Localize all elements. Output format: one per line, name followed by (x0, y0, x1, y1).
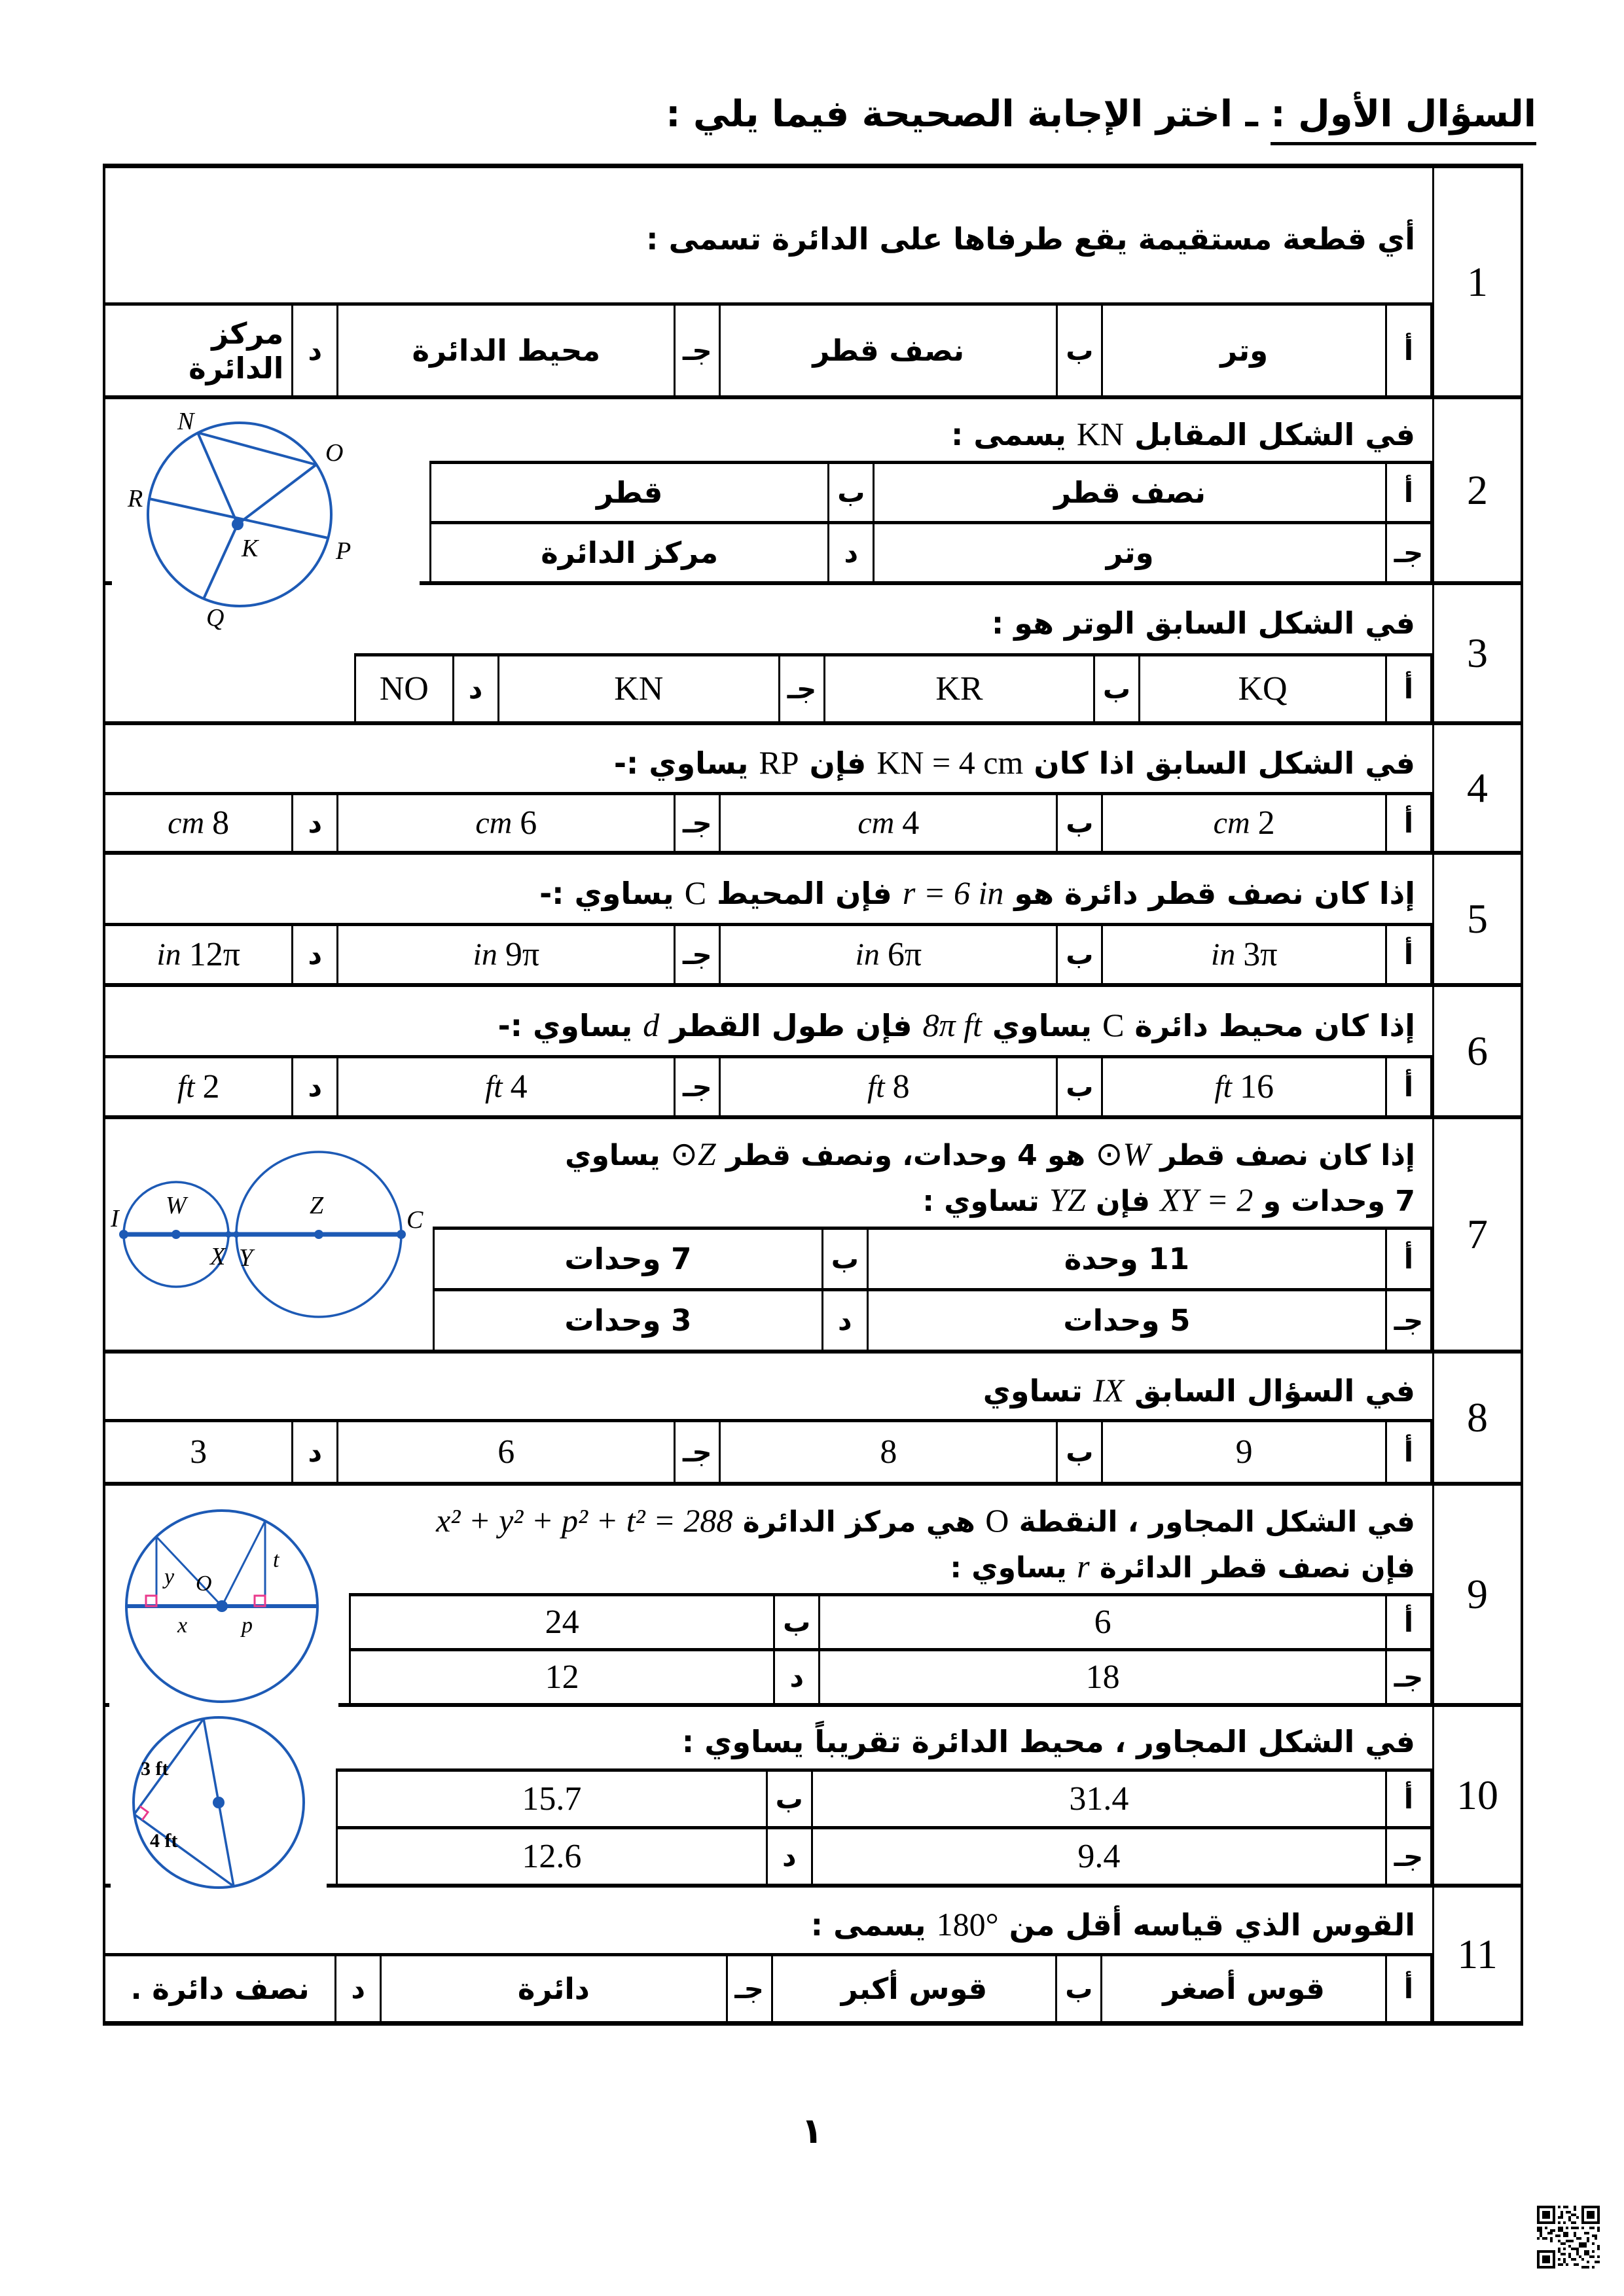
center-dot (213, 1797, 225, 1808)
choice-letter-b: ب (1093, 656, 1140, 721)
choice-letter-j: جـ (1385, 524, 1432, 581)
question-10-text (336, 1707, 1432, 1768)
question-10-choices-2 (336, 1826, 1432, 1884)
choice-value: 6π (887, 936, 922, 973)
question-8-text (105, 1354, 1432, 1419)
choice-a (813, 1777, 1385, 1821)
point-W (171, 1230, 181, 1239)
choice-value: 2 (202, 1068, 220, 1105)
label-C: C (406, 1206, 424, 1234)
choice-j (338, 933, 674, 977)
choice-letter-d: د (291, 1058, 338, 1115)
choice-text: محيط الدائرة (412, 333, 601, 368)
choice-letter-d: د (766, 1829, 813, 1884)
choice-a (875, 473, 1385, 512)
math-circle-Z: ⊙Z (670, 1136, 716, 1172)
question-text: يساوي :- (613, 745, 759, 781)
circle-K-diagram (112, 403, 420, 645)
math-formula: x² + y² + p² + t² = 288 (436, 1502, 733, 1539)
label-Q: Q (206, 604, 225, 632)
question-2-number: 2 (1432, 399, 1521, 581)
choice-d (105, 1065, 291, 1109)
math-circle-W: ⊙W (1095, 1136, 1150, 1172)
choice-j (338, 1430, 674, 1474)
choice-letter-a: أ (1385, 306, 1432, 395)
question-9-choices-2 (349, 1648, 1432, 1703)
label-p: p (242, 1613, 253, 1638)
choice-letter-a: أ (1385, 1956, 1432, 2021)
choice-b (338, 1777, 766, 1821)
choice-b (721, 801, 1056, 845)
question-text: فإن طول القطر (659, 1008, 923, 1043)
choice-text: نصف قطر (812, 333, 965, 368)
math-IX: IX (1092, 1372, 1125, 1408)
label-K: K (242, 535, 259, 562)
question-text: يساوي :- (539, 876, 685, 911)
question-7-text (433, 1119, 1432, 1227)
circle-O-diagram (109, 1500, 338, 1708)
math-C: C (684, 874, 707, 911)
label-t: t (273, 1548, 280, 1572)
choice-text: NO (379, 670, 429, 708)
label-Z: Z (310, 1192, 324, 1219)
choice-value: 3π (1243, 936, 1278, 973)
question-7-choices-2 (433, 1288, 1432, 1350)
choice-b (435, 1239, 821, 1279)
choice-text: مركز الدائرة (189, 315, 284, 386)
choice-d (105, 933, 291, 977)
choice-text: قوس أكبر (840, 1971, 988, 2006)
choice-text: 7 وحدات (564, 1242, 692, 1276)
choice-value: 2 (1257, 804, 1275, 842)
choice-a (1140, 667, 1385, 711)
choice-value: 6 (1094, 1604, 1111, 1641)
choice-text: وتر (1220, 333, 1269, 368)
choice-value: 4 (510, 1068, 528, 1105)
question-text: إذا كان نصف قطر (1149, 1139, 1415, 1172)
choice-j (499, 667, 779, 711)
questions-table (103, 164, 1523, 2026)
choice-letter-a: أ (1385, 1596, 1432, 1648)
question-1 (105, 168, 1521, 399)
page-title (666, 93, 1536, 135)
choice-letter-a: أ (1385, 795, 1432, 851)
choice-b (721, 933, 1056, 977)
choice-unit: ft (1214, 1069, 1232, 1104)
label-x: x (177, 1613, 188, 1638)
choice-d (351, 1655, 773, 1699)
choice-d (435, 1300, 821, 1340)
question-text: 7 وحدات و (1253, 1185, 1415, 1218)
question-text: في الشكل السابق الوتر هو : (991, 605, 1415, 641)
question-4-number: 4 (1432, 725, 1521, 851)
choice-value: 9π (505, 936, 540, 973)
question-6-choices (105, 1055, 1432, 1115)
math-XY-2: XY = 2 (1160, 1181, 1254, 1218)
label-R: R (128, 485, 143, 512)
choice-value: 12.6 (522, 1838, 582, 1875)
choice-letter-b: ب (1056, 795, 1103, 851)
question-8-number: 8 (1432, 1354, 1521, 1482)
math-YZ: YZ (1049, 1181, 1086, 1218)
choice-letter-b: ب (1055, 1956, 1102, 2021)
choice-a (1103, 933, 1385, 977)
question-text: أي قطعة مستقيمة يقع طرفاها على الدائرة تسمى : (646, 221, 1415, 257)
choice-value: 12 (545, 1659, 579, 1696)
choice-letter-j: جـ (674, 926, 721, 983)
choice-text: 11 وحدة (1064, 1242, 1190, 1276)
label-N: N (177, 408, 194, 435)
choice-value: 15.7 (522, 1780, 582, 1818)
math-KN: KN (1076, 416, 1125, 452)
question-9-number: 9 (1432, 1486, 1521, 1703)
choice-a (1103, 1430, 1385, 1474)
choice-text: 5 وحدات (1063, 1303, 1191, 1338)
question-text: في الشكل المجاور ، محيط الدائرة تقريباً يساوي : (681, 1723, 1415, 1759)
choice-letter-a: أ (1385, 656, 1432, 721)
question-7-number: 7 (1432, 1119, 1521, 1350)
math-180deg: 180° (936, 1906, 999, 1943)
question-text: هو 4 وحدات، ونصف قطر (715, 1139, 1096, 1172)
question-text: يساوي (981, 1008, 1103, 1043)
question-text: فإن (799, 745, 877, 781)
page-number: ١ (801, 2110, 823, 2151)
question-text: فإن المحيط (706, 876, 903, 911)
segment-KQ (204, 524, 238, 599)
choice-a (1102, 1969, 1385, 2009)
question-5-text (105, 855, 1432, 923)
choice-a (869, 1239, 1385, 1279)
title-underlined: السؤال الأول : (1271, 93, 1536, 145)
choice-text: نصف قطر (1054, 475, 1206, 510)
question-4-text (105, 725, 1432, 792)
question-11-text (105, 1888, 1432, 1953)
label-X: X (210, 1243, 226, 1270)
choice-letter-d: د (773, 1651, 820, 1703)
question-10-number: 10 (1432, 1707, 1521, 1884)
choice-letter-b: ب (827, 464, 875, 521)
choice-letter-a: أ (1385, 1058, 1432, 1115)
choice-letter-b: ب (766, 1772, 813, 1826)
question-text: تساوي (983, 1373, 1093, 1408)
choice-text: مركز الدائرة (541, 535, 719, 570)
choice-j (869, 1300, 1385, 1340)
choice-value: 18 (1085, 1659, 1120, 1696)
slant-right (222, 1521, 265, 1606)
choice-value: 6 (520, 804, 537, 842)
choice-value: 31.4 (1069, 1780, 1129, 1818)
choice-d (431, 533, 827, 573)
choice-letter-a: أ (1385, 464, 1432, 521)
choice-value: 3 (190, 1433, 208, 1471)
choice-d (105, 801, 291, 845)
choice-unit: ft (177, 1069, 195, 1104)
choice-letter-j: جـ (1385, 1829, 1432, 1884)
question-text: يسمى : (950, 417, 1077, 452)
math-r: r (1077, 1548, 1090, 1585)
question-11 (105, 1888, 1521, 2021)
circle-outline (148, 423, 331, 606)
choice-value: 24 (545, 1604, 579, 1641)
point-Y (233, 1231, 240, 1238)
choice-letter-d: د (291, 795, 338, 851)
question-2-choices-1 (429, 461, 1432, 521)
choice-unit: ft (867, 1069, 885, 1104)
choice-b (351, 1600, 773, 1644)
choice-letter-d: د (291, 306, 338, 395)
question-text: فإن نصف قطر الدائرة (1089, 1551, 1415, 1585)
question-text: إذا كان محيط دائرة (1124, 1008, 1415, 1043)
choice-unit: in (1210, 937, 1236, 972)
choice-letter-b: ب (1056, 306, 1103, 395)
choice-b (773, 1969, 1056, 2009)
question-7 (105, 1119, 1521, 1354)
point-Z (314, 1230, 323, 1239)
question-text: يساوي (565, 1139, 670, 1172)
choice-letter-a: أ (1385, 1230, 1432, 1288)
choice-value: 8 (892, 1068, 910, 1105)
choice-b (721, 1430, 1056, 1474)
choice-letter-j: جـ (674, 795, 721, 851)
question-6-text (105, 987, 1432, 1055)
choice-d (105, 314, 291, 388)
question-2-choices-2 (429, 521, 1432, 581)
question-9 (105, 1486, 1521, 1707)
question-text: يساوي : (950, 1551, 1077, 1585)
choice-d (356, 667, 452, 711)
question-text: في الشكل المجاور ، النقطة (1009, 1505, 1415, 1539)
choice-unit: cm (857, 806, 895, 840)
choice-j (820, 1655, 1385, 1699)
choice-text: قطر (596, 475, 663, 510)
question-5-number: 5 (1432, 855, 1521, 983)
choice-text: وتر (1106, 535, 1154, 570)
choice-letter-b: ب (821, 1230, 869, 1288)
question-8 (105, 1354, 1521, 1486)
choice-letter-d: د (452, 656, 499, 721)
label-3ft: 3 ft (141, 1758, 169, 1780)
question-11-choices (105, 1953, 1432, 2021)
label-4ft: 4 ft (150, 1830, 178, 1852)
question-3-number: 3 (1432, 585, 1521, 721)
choice-text: KN (614, 670, 664, 708)
question-4 (105, 725, 1521, 855)
choice-j (813, 1835, 1385, 1878)
choice-letter-j: جـ (1385, 1291, 1432, 1350)
choice-unit: in (473, 937, 497, 972)
question-text: يسمى : (810, 1907, 937, 1943)
choice-b (721, 1065, 1056, 1109)
choice-letter-b: ب (1056, 1058, 1103, 1115)
choice-j (338, 801, 674, 845)
question-6-number: 6 (1432, 987, 1521, 1115)
choice-unit: cm (475, 806, 513, 840)
choice-unit: in (156, 937, 181, 972)
choice-a (820, 1600, 1385, 1644)
math-d: d (643, 1007, 660, 1043)
choice-j (382, 1969, 725, 2009)
choice-letter-j: جـ (1385, 1651, 1432, 1703)
choice-text: دائرة (517, 1971, 590, 2006)
math-C: C (1102, 1007, 1125, 1043)
question-9-text (349, 1486, 1432, 1593)
choice-j (875, 533, 1385, 573)
choice-text: 3 وحدات (564, 1303, 692, 1338)
question-text: فإن (1085, 1185, 1161, 1218)
choice-letter-j: جـ (778, 656, 825, 721)
diameter-RP (149, 499, 328, 538)
choice-letter-d: د (291, 1422, 338, 1482)
question-1-text (105, 168, 1432, 302)
choice-letter-d: د (827, 524, 875, 581)
question-text: يساوي :- (497, 1008, 643, 1043)
chord-NO (198, 433, 316, 465)
choice-j (338, 331, 674, 370)
question-5 (105, 855, 1521, 987)
center-O-dot (216, 1600, 228, 1612)
question-3-choices (354, 653, 1432, 721)
choice-unit: ft (484, 1069, 503, 1104)
choice-letter-b: ب (1056, 1422, 1103, 1482)
choice-value: 6 (497, 1433, 515, 1471)
choice-value: 12π (189, 936, 240, 973)
question-1-number: 1 (1432, 168, 1521, 395)
choice-b (721, 331, 1056, 370)
point-X (225, 1231, 232, 1238)
question-4-choices (105, 792, 1432, 851)
choice-d (105, 1430, 291, 1474)
question-2-text (429, 399, 1432, 461)
label-P: P (336, 537, 352, 565)
math-RP: RP (759, 744, 799, 781)
math-KN-4cm: KN = 4 cm (876, 744, 1024, 781)
choice-d (105, 1969, 334, 2009)
choice-letter-a: أ (1385, 926, 1432, 983)
question-7-choices-1 (433, 1227, 1432, 1288)
question-10-choices-1 (336, 1768, 1432, 1826)
title-rest: ـ اختر الإجابة الصحيحة فيما يلي : (666, 93, 1271, 135)
qr-code (1534, 2203, 1602, 2271)
center-K-dot (232, 518, 244, 530)
choice-value: 8 (880, 1433, 897, 1471)
choice-letter-j: جـ (726, 1956, 773, 2021)
choice-j (338, 1065, 674, 1109)
question-9-choices-1 (349, 1593, 1432, 1648)
choice-letter-j: جـ (674, 1058, 721, 1115)
circle-345-diagram (111, 1711, 327, 1894)
segment-KO (238, 465, 316, 524)
question-text: تساوي : (922, 1185, 1050, 1218)
choice-letter-b: ب (1056, 926, 1103, 983)
choice-a (1103, 801, 1385, 845)
circles-WZ-diagram (111, 1124, 424, 1344)
choice-letter-d: د (334, 1956, 382, 2021)
math-8pi-ft: 8π ft (922, 1007, 982, 1043)
label-O: O (325, 439, 344, 467)
choice-value: 16 (1240, 1068, 1274, 1105)
label-W: W (166, 1192, 187, 1219)
question-text: في الشكل السابق اذا كان (1023, 745, 1415, 781)
label-I: I (111, 1205, 119, 1232)
question-text: إذا كان نصف قطر دائرة هو (1003, 876, 1415, 911)
choice-letter-a: أ (1385, 1422, 1432, 1482)
choice-d (338, 1835, 766, 1878)
choice-value: 9.4 (1077, 1838, 1121, 1875)
choice-text: نصف دائرة . (130, 1971, 310, 2006)
point-I (119, 1230, 128, 1239)
question-6 (105, 987, 1521, 1119)
choice-unit: in (855, 937, 880, 972)
choice-letter-j: جـ (674, 306, 721, 395)
math-O: O (985, 1502, 1009, 1539)
label-O: O (196, 1571, 212, 1596)
question-text: في الشكل المقابل (1124, 417, 1415, 452)
question-text: هي مركز الدائرة (732, 1505, 986, 1539)
question-1-choices (105, 302, 1432, 395)
choice-letter-b: ب (773, 1596, 820, 1648)
choice-value: 4 (902, 804, 920, 842)
math-r-6in: r = 6 in (902, 874, 1004, 911)
choice-a (1103, 331, 1385, 370)
choice-letter-a: أ (1385, 1772, 1432, 1826)
choice-text: قوس أصغر (1163, 1971, 1326, 2006)
question-11-number: 11 (1432, 1888, 1521, 2021)
question-8-choices (105, 1419, 1432, 1482)
choice-text: KR (935, 670, 983, 708)
question-10 (105, 1707, 1521, 1888)
point-C (397, 1230, 406, 1239)
question-text: في السؤال السابق (1124, 1373, 1415, 1408)
label-y: y (164, 1565, 175, 1589)
choice-text: KQ (1238, 670, 1288, 708)
choice-letter-d: د (821, 1291, 869, 1350)
choice-value: 9 (1235, 1433, 1253, 1471)
choice-unit: cm (168, 806, 205, 840)
choice-unit: cm (1213, 806, 1250, 840)
choice-letter-j: جـ (674, 1422, 721, 1482)
label-Y: Y (239, 1244, 253, 1272)
choice-a (1103, 1065, 1385, 1109)
question-text: القوس الذي قياسه أقل من (998, 1907, 1415, 1943)
choice-value: 8 (212, 804, 230, 842)
choice-b (825, 667, 1093, 711)
question-5-choices (105, 923, 1432, 983)
choice-b (431, 473, 827, 512)
choice-letter-d: د (291, 926, 338, 983)
